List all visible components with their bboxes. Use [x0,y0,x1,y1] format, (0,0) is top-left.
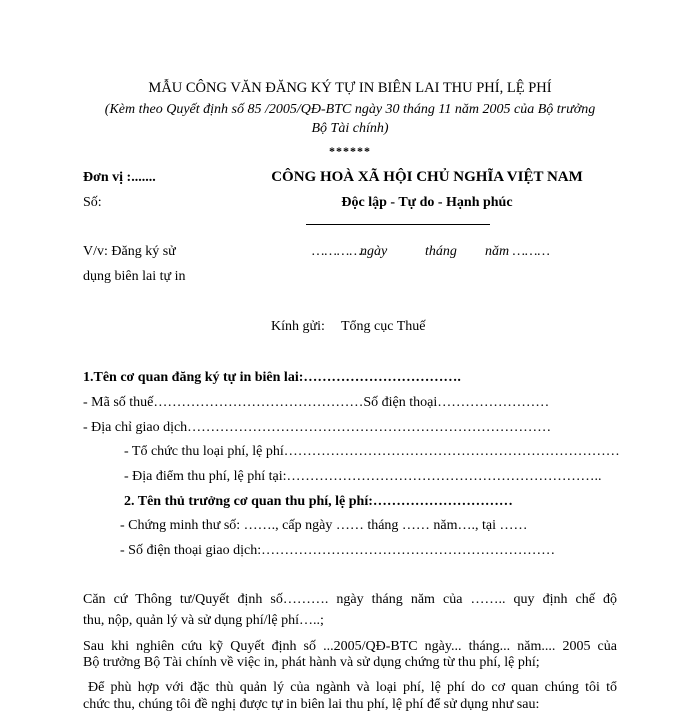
motto-underline [306,224,490,225]
section2-heading: 2. Tên thủ trưởng cơ quan thu phí, lệ phí:………………………… [124,494,513,509]
recipient-name: Tổng cục Thuế [341,319,426,334]
recipient-label: Kính gửi: [271,319,325,334]
tax-code-line: - Mã số thuế………………………………………Số điện thoại…………………… [83,395,550,410]
date-month-label: tháng [425,244,457,259]
para3-line2: chức thu, chúng tôi đề nghị được tự in biên lai thu phí, lệ phí để sử dụng như sau: [83,697,540,712]
id-card-line: - Chứng minh thư số: ……., cấp ngày …… tháng …… năm…., tại …… [120,518,528,533]
para2-line1: Sau khi nghiên cứu kỹ Quyết định số ...2005/QĐ-BTC ngày... tháng... năm.... 2005 của [83,639,617,654]
address-line: - Địa chỉ giao dịch…………………………………………………………………… [83,420,552,435]
para1-line2: thu, nộp, quản lý và sử dụng phí/lệ phí…..; [83,613,324,628]
unit-label: Đơn vị :....... [83,170,156,185]
para3-line1: Để phù hợp với đặc thù quản lý của ngành và loại phí, lệ phí do cơ quan chúng tôi tổ [88,680,617,695]
date-dots: …………. [312,244,366,259]
subject-line1: V/v: Đăng ký sử [83,244,176,259]
nation-title: CÔNG HOÀ XÃ HỘI CHỦ NGHĨA VIỆT NAM [271,169,583,185]
para1-line1: Căn cứ Thông tư/Quyết định số………. ngày tháng năm của …….. quy định chế độ [83,592,617,607]
fee-types-line: - Tổ chức thu loại phí, lệ phí……………………………………………………………… [124,444,620,459]
document-title: MẪU CÔNG VĂN ĐĂNG KÝ TỰ IN BIÊN LAI THU PHÍ, LỆ PHÍ [148,80,552,96]
document-subtitle-line1: (Kèm theo Quyết định số 85 /2005/QĐ-BTC ngày 30 tháng 11 năm 2005 của Bộ trưởng [104,102,596,117]
subject-line2: dụng biên lai tự in [83,269,186,284]
phone-line: - Số điện thoại giao dịch:……………………………………………………… [120,543,556,558]
section1-heading: 1.Tên cơ quan đăng ký tự in biên lai:……………………………. [83,370,461,385]
para2-line2: Bộ trưởng Bộ Tài chính về việc in, phát hành và sử dụng chứng từ thu phí, lệ phí; [83,655,540,670]
document-subtitle-line2: Bộ Tài chính) [311,121,389,136]
date-year-label: năm ……… [485,244,550,259]
date-day-label: ngày [360,244,388,259]
document-number-label: Số: [83,195,102,210]
header-stars: ****** [329,144,371,158]
fee-place-line: - Địa điểm thu phí, lệ phí tại:………………………………………………………….. [124,469,602,484]
national-motto: Độc lập - Tự do - Hạnh phúc [341,195,513,210]
